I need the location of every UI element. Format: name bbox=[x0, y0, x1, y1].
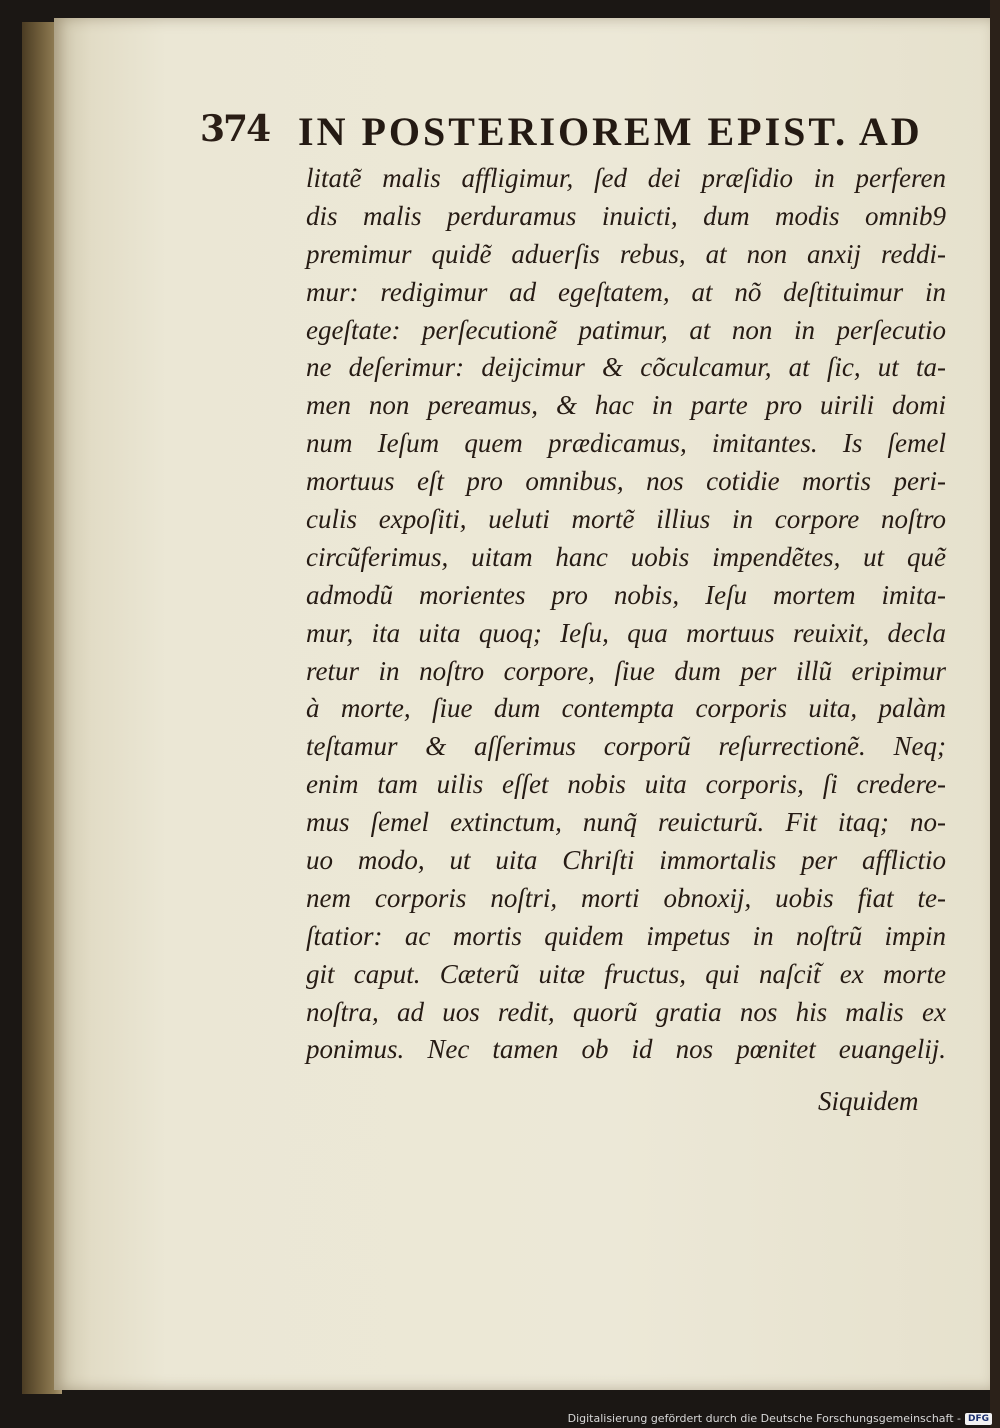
catchword: Siquidem bbox=[818, 1086, 919, 1116]
text-line: retur in noſtro corpore, ſiue dum per illũ eripimur bbox=[306, 655, 946, 686]
text-line: ne deſerimur: deijcimur & cõculcamur, at ſic, ut ta- bbox=[306, 352, 946, 383]
dfg-logo-icon: DFG bbox=[965, 1413, 992, 1425]
text-line: uo modo, ut uita Chriſti immortalis per afflictio bbox=[306, 845, 946, 876]
text-line: noſtra, ad uos redit, quorũ gratia nos his malis ex bbox=[306, 996, 946, 1027]
text-line: nem corporis noſtri, morti obnoxij, uobis fiat te- bbox=[306, 882, 946, 913]
text-line: mortuus eſt pro omnibus, nos cotidie mortis peri- bbox=[306, 466, 946, 497]
running-head: IN POSTERIOREM EPIST. AD bbox=[298, 109, 923, 154]
text-line: men non pereamus, & hac in parte pro uirili domi bbox=[306, 390, 946, 421]
credit-text: Digitalisierung gefördert durch die Deutsche Forschungsgemeinschaft - bbox=[567, 1412, 961, 1425]
text-line: dis malis perduramus inuicti, dum modis omnib9 bbox=[306, 200, 946, 231]
text-line: mur: redigimur ad egeſtatem, at nõ deſtituimur in bbox=[306, 276, 946, 307]
body-text bbox=[306, 160, 946, 1069]
text-line: ponimus. Nec tamen ob id nos pœnitet euangelij. bbox=[306, 1034, 946, 1065]
text-line: premimur quidẽ aduerſis rebus, at non anxij reddi- bbox=[306, 238, 946, 269]
text-line: admodũ morientes pro nobis, Ieſu mortem imita- bbox=[306, 579, 946, 610]
text-line: mur, ita uita quoq; Ieſu, qua mortuus reuixit, decla bbox=[306, 617, 946, 648]
digitization-credit bbox=[568, 1412, 992, 1425]
text-line: litatẽ malis affligimur, ſed dei præſidio in perferen bbox=[306, 163, 946, 193]
text-line: circũferimus, uitam hanc uobis impendẽtes, ut quẽ bbox=[306, 541, 946, 572]
text-line: à morte, ſiue dum contempta corporis uita, palàm bbox=[306, 693, 946, 724]
scan-right-edge bbox=[990, 0, 1000, 1428]
text-line: enim tam uilis eſſet nobis uita corporis, ſi credere- bbox=[306, 769, 946, 800]
text-line: mus ſemel extinctum, nunq̃ reuicturũ. Fit itaq; no- bbox=[306, 807, 946, 838]
text-line: teſtamur & aſſerimus corporũ reſurrectionẽ. Neq; bbox=[306, 731, 946, 762]
text-line: num Ieſum quem prædicamus, imitantes. Is ſemel bbox=[306, 428, 946, 459]
text-line: culis expoſiti, ueluti mortẽ illius in corpore noſtro bbox=[306, 504, 946, 535]
text-line: egeſtate: perſecutionẽ patimur, at non in perſecutio bbox=[306, 314, 946, 345]
page-number: 374 bbox=[200, 108, 270, 150]
text-line: git caput. Cæterũ uitæ fructus, qui naſcit̃ ex morte bbox=[306, 958, 946, 989]
text-line: ſtatior: ac mortis quidem impetus in noſtrũ impin bbox=[306, 920, 946, 951]
